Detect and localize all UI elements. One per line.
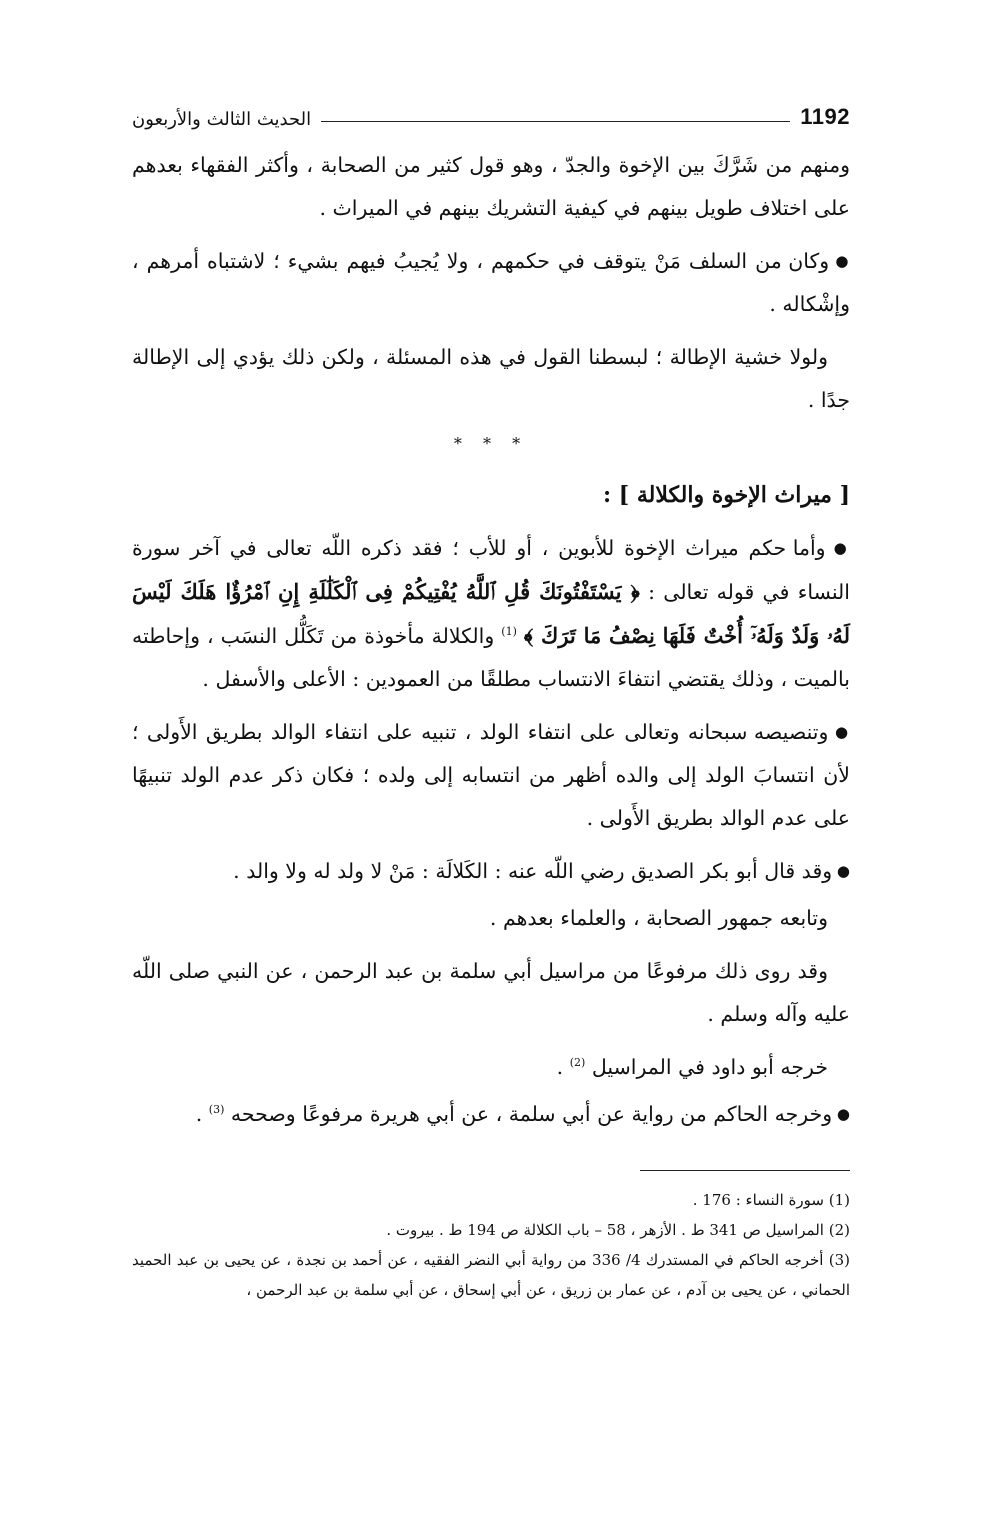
paragraph-10-end: . [195, 1102, 203, 1126]
section-separator: * * * [453, 434, 529, 453]
paragraph-1: ومنهم من شَرَّكَ بين الإخوة والجدّ ، وهو قول كثير من الصحابة ، وأكثر الفقهاء بعدهم على اختلاف طويل بينهم في كيفية التشريك بينهم في الميراث . [132, 153, 850, 220]
quran-verse: ﴿ يَسْتَفْتُونَكَ قُلِ ٱللَّهُ يُفْتِيكُمْ فِى ٱلْكَلَٰلَةِ إِنِ ٱمْرُؤٌا هَلَكَ لَيْسَ لَهُۥ وَلَدٌ وَلَهُۥٓ أُخْتٌ فَلَهَا نِصْفُ مَا تَرَكَ ﴾ [132, 579, 850, 648]
footnotes [132, 1185, 850, 1305]
running-header [132, 90, 850, 130]
book-page [132, 90, 850, 1305]
footnote-ref-2[interactable]: (2) [569, 1056, 586, 1070]
paragraph-10 [132, 1093, 850, 1136]
paragraph-4-intro: وأما حكم ميراث الإخوة للأبوين ، أو للأب ؛ فقد ذكره اللّه تعالى في آخر سورة النساء في قوله تعالى : [132, 536, 850, 604]
running-title: الحديث الثالث والأربعون [132, 109, 312, 130]
paragraph-3: ولولا خشية الإطالة ؛ لبسطنا القول في هذه المسئلة ، ولكن ذلك يؤدي إلى الإطالة جدًا . [132, 345, 850, 412]
paragraph-9-end: . [556, 1055, 564, 1079]
paragraph-7: وتابعه جمهور الصحابة ، والعلماء بعدهم . [489, 906, 828, 930]
footnote-rule [640, 1170, 850, 1171]
paragraph-8: وقد روى ذلك مرفوعًا من مراسيل أبي سلمة بن عبد الرحمن ، عن النبي صلى اللّه عليه وآله وسلم . [132, 959, 850, 1026]
footnote-ref-1[interactable]: (1) [501, 625, 517, 639]
paragraph-10-text: وخرجه الحاكم من رواية عن أبي سلمة ، عن أبي هريرة مرفوعًا وصححه [230, 1102, 833, 1126]
paragraph-9-text: خرجه أبو داود في المراسيل [591, 1055, 828, 1079]
footnote-1: (1) سورة النساء : 176 . [692, 1191, 850, 1209]
section-heading: [ ميراث الإخوة والكلالة ] : [603, 482, 850, 508]
paragraph-6: ● وقد قال أبو بكر الصديق رضي اللّه عنه : الكَلالَة : مَنْ لا ولد له ولا والد . [132, 850, 850, 893]
paragraph-9 [132, 1046, 850, 1089]
paragraph-2: ● وكان من السلف مَنْ يتوقف في حكمهم ، ولا يُجيبُ فيهم بشيء ؛ لاشتباه أمرهم ، وإشْكاله . [132, 240, 850, 326]
page-number: 1192 [800, 104, 850, 129]
paragraph-5: ● وتنصيصه سبحانه وتعالى على انتفاء الولد ، تنبيه على انتفاء الوالد بطريق الأَولى ؛ لأن انتسابَ الولد إلى والده أظهر من انتسابه إلى ولده ؛ فكان ذكر عدم الولد تنبيهًا على عدم الوالد بطريق الأَولى . [132, 711, 850, 840]
header-rule [321, 121, 790, 122]
footnote-2: (2) المراسيل ص 341 ط . الأزهر ، 58 – باب الكلالة ص 194 ط . بيروت . [386, 1221, 850, 1239]
paragraph-4 [132, 527, 850, 701]
footnote-ref-3[interactable]: (3) [208, 1103, 225, 1117]
footnote-3: (3) أخرجه الحاكم في المستدرك 4/ 336 من رواية أبي النضر الفقيه ، عن أحمد بن نجدة ، عن يحيى بن عبد الحميد الحماني ، عن يحيى بن آدم ، عن عمار بن زريق ، عن أبي إسحاق ، عن أبي سلمة بن عبد الرحمن ، [132, 1251, 851, 1299]
paragraph-4-rest: والكلالة مأخوذة من تَكَلُّل النسَب ، وإحاطته بالميت ، وذلك يقتضي انتفاءَ الانتساب مطلقًا من العمودين : الأعلى والأسفل . [132, 624, 850, 691]
